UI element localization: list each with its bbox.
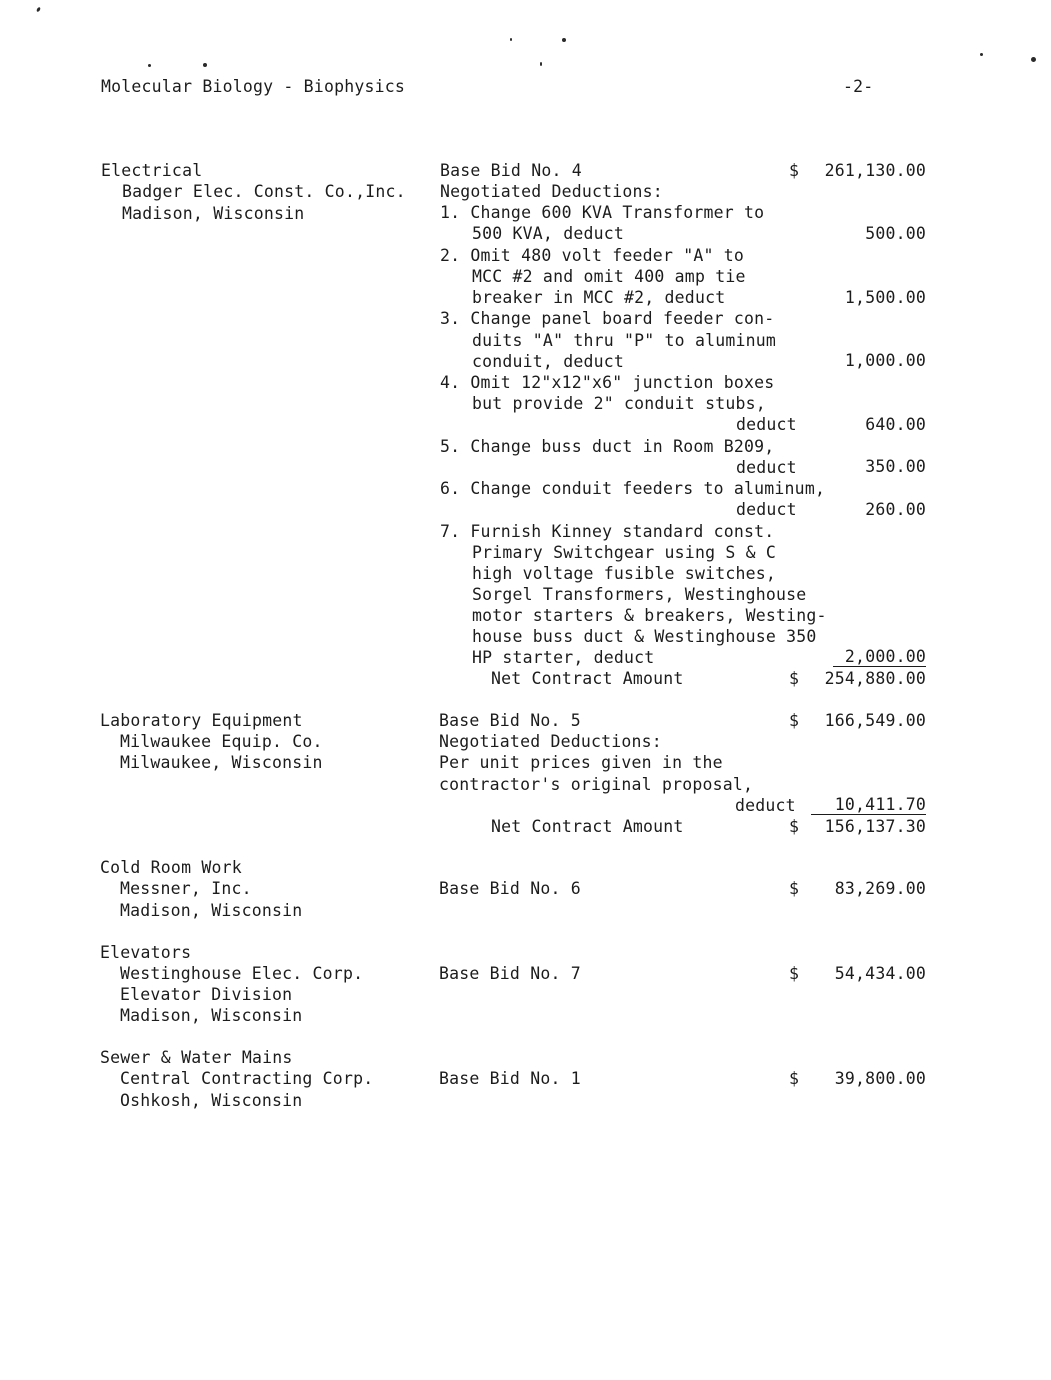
elevators-base-bid: Base Bid No. 7 (439, 964, 581, 983)
deduction-4-amount: 640.00 (865, 415, 926, 434)
deduction-7-line-5: motor starters & breakers, Westing- (472, 606, 827, 625)
deduction-6-line-2: deduct (736, 500, 797, 519)
electrical-negotiated-label: Negotiated Deductions: (440, 182, 663, 201)
deduction-1-line-2: 500 KVA, deduct (472, 224, 625, 243)
electrical-net-amount: 254,880.00 (824, 669, 926, 688)
lab-category: Laboratory Equipment (100, 711, 303, 730)
deduction-5-line-2: deduct (736, 458, 797, 477)
scan-speck (540, 62, 542, 66)
deduction-2-line-2: MCC #2 and omit 400 amp tie (472, 267, 746, 286)
cold-category: Cold Room Work (100, 858, 242, 877)
deduction-3-line-2: duits "A" thru "P" to aluminum (472, 331, 777, 350)
elevators-category: Elevators (100, 943, 192, 962)
cold-location: Madison, Wisconsin (120, 901, 303, 920)
deduction-2-amount: 1,500.00 (844, 288, 926, 307)
scan-speck (980, 53, 983, 56)
deduction-7-line-4: Sorgel Transformers, Westinghouse (472, 585, 807, 604)
deduction-7-line-3: high voltage fusible switches, (472, 564, 777, 583)
electrical-base-amount: 261,130.00 (824, 161, 926, 180)
electrical-base-bid: Base Bid No. 4 (440, 161, 582, 180)
deduction-2-line-1: 2. Omit 480 volt feeder "A" to (440, 246, 745, 265)
electrical-net-dollar-sign: $ (789, 669, 800, 688)
lab-location: Milwaukee, Wisconsin (120, 753, 323, 772)
deduction-6-amount: 260.00 (865, 500, 926, 519)
lab-dollar-sign: $ (789, 711, 800, 730)
deduction-3-line-1: 3. Change panel board feeder con- (440, 309, 775, 328)
deduction-7-line-2: Primary Switchgear using S & C (472, 543, 777, 562)
deduction-3-line-3: conduit, deduct (472, 352, 625, 371)
lab-deduction-line-2: contractor's original proposal, (439, 775, 754, 794)
electrical-location: Madison, Wisconsin (122, 204, 305, 223)
deduction-7-line-7: HP starter, deduct (472, 648, 655, 667)
elevators-dollar-sign: $ (789, 964, 800, 983)
lab-base-amount: 166,549.00 (824, 711, 926, 730)
sewer-base-bid: Base Bid No. 1 (439, 1069, 581, 1088)
lab-deduction-line-3: deduct (735, 796, 796, 815)
lab-net-amount: 156,137.30 (824, 817, 926, 836)
scan-speck (203, 63, 207, 67)
sewer-dollar-sign: $ (789, 1069, 800, 1088)
deduction-1-amount: 500.00 (865, 224, 926, 243)
deduction-7-line-6: house buss duct & Westinghouse 350 (472, 627, 817, 646)
deduction-4-line-1: 4. Omit 12"x12"x6" junction boxes (440, 373, 775, 392)
electrical-net-label: Net Contract Amount (491, 669, 684, 688)
electrical-contractor: Badger Elec. Const. Co.,Inc. (122, 182, 406, 201)
deduction-1-line-1: 1. Change 600 KVA Transformer to (440, 203, 765, 222)
deduction-7-line-1: 7. Furnish Kinney standard const. (440, 522, 775, 541)
lab-deduction-amount: 10,411.70 (811, 795, 926, 815)
elevators-amount: 54,434.00 (834, 964, 926, 983)
elevators-location: Madison, Wisconsin (120, 1006, 303, 1025)
lab-base-bid: Base Bid No. 5 (439, 711, 581, 730)
lab-net-label: Net Contract Amount (491, 817, 684, 836)
elevators-division: Elevator Division (120, 985, 293, 1004)
lab-net-dollar-sign: $ (789, 817, 800, 836)
scan-speck (510, 38, 512, 41)
electrical-dollar-sign: $ (789, 161, 800, 180)
deduction-5-amount: 350.00 (865, 457, 926, 476)
sewer-location: Oshkosh, Wisconsin (120, 1091, 303, 1110)
cold-amount: 83,269.00 (834, 879, 926, 898)
lab-deduction-line-1: Per unit prices given in the (439, 753, 723, 772)
electrical-category: Electrical (101, 161, 203, 180)
lab-negotiated-label: Negotiated Deductions: (439, 732, 662, 751)
cold-contractor: Messner, Inc. (120, 879, 252, 898)
deduction-6-line-1: 6. Change conduit feeders to aluminum, (440, 479, 826, 498)
scan-speck (148, 64, 151, 67)
lab-contractor: Milwaukee Equip. Co. (120, 732, 323, 751)
deduction-2-line-3: breaker in MCC #2, deduct (472, 288, 726, 307)
sewer-category: Sewer & Water Mains (100, 1048, 293, 1067)
deduction-3-amount: 1,000.00 (844, 351, 926, 370)
deduction-7-amount: 2,000.00 (833, 647, 926, 667)
elevators-contractor: Westinghouse Elec. Corp. (120, 964, 364, 983)
scan-speck (1031, 57, 1036, 62)
deduction-4-line-2: but provide 2" conduit stubs, (472, 394, 766, 413)
page-number: -2- (843, 77, 874, 96)
cold-dollar-sign: $ (789, 879, 800, 898)
sewer-contractor: Central Contracting Corp. (120, 1069, 374, 1088)
cold-base-bid: Base Bid No. 6 (439, 879, 581, 898)
scan-speck (562, 38, 566, 42)
scan-speck (36, 7, 41, 13)
sewer-amount: 39,800.00 (834, 1069, 926, 1088)
deduction-5-line-1: 5. Change buss duct in Room B209, (440, 437, 775, 456)
page-title: Molecular Biology - Biophysics (101, 77, 406, 96)
deduction-4-line-3: deduct (736, 415, 797, 434)
